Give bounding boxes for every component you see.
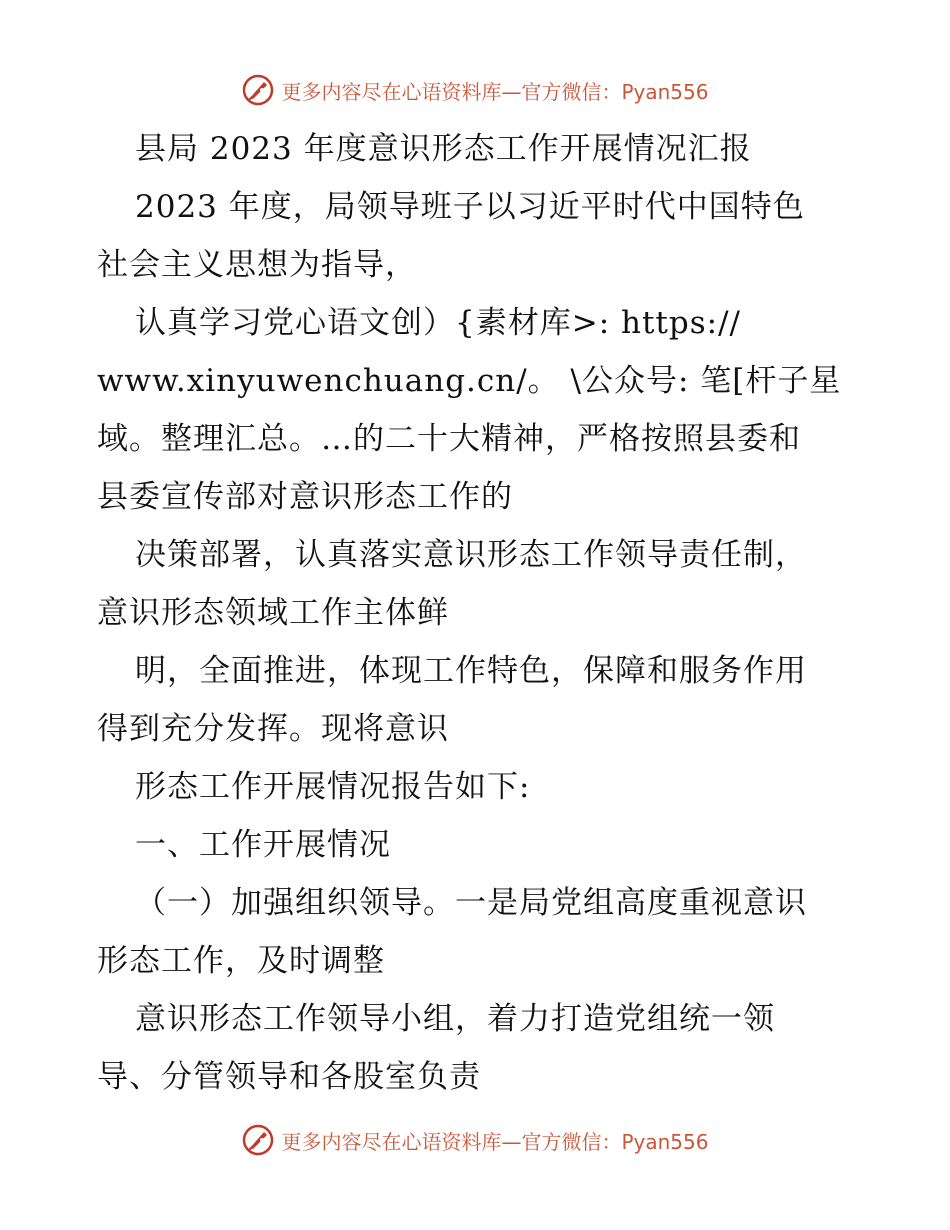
- paragraph-line: 明，全面推进，体现工作特色，保障和服务作用: [135, 653, 807, 689]
- paragraph-line: 县委宣传部对意识形态工作的: [97, 479, 513, 515]
- pen-logo-icon: [241, 1123, 275, 1157]
- paragraph-line: 2023 年度，局领导班子以习近平时代中国特色: [135, 189, 805, 225]
- document-title: 县局 2023 年度意识形态工作开展情况汇报: [135, 131, 752, 167]
- footer-watermark-text: 更多内容尽在心语资料库—官方微信：Pyan556: [281, 1129, 709, 1154]
- subsection-heading-line: （一）加强组织领导。一是局党组高度重视意识: [135, 885, 807, 921]
- document-body: [97, 120, 867, 1106]
- paragraph-line: 域。整理汇总。…的二十大精神，严格按照县委和: [97, 421, 801, 457]
- section-heading: 一、工作开展情况: [135, 827, 391, 863]
- footer-watermark-banner: [0, 1120, 950, 1160]
- paragraph-line: www.xinyuwenchuang.cn/。 \公众号: 笔[杆子星: [97, 363, 842, 399]
- header-watermark-banner: [0, 70, 950, 110]
- paragraph-line: 认真学习党心语文创）{素材库>: https://: [135, 305, 741, 341]
- paragraph-line: 意识形态工作领导小组，着力打造党组统一领: [135, 1001, 775, 1037]
- paragraph-line: 形态工作，及时调整: [97, 943, 385, 979]
- paragraph-line: 导、分管领导和各股室负责: [97, 1059, 481, 1095]
- paragraph-line: 得到充分发挥。现将意识: [97, 711, 449, 747]
- paragraph-line: 形态工作开展情况报告如下:: [135, 769, 531, 805]
- pen-logo-icon: [241, 73, 275, 107]
- paragraph-line: 社会主义思想为指导，: [97, 247, 417, 283]
- paragraph-line: 决策部署，认真落实意识形态工作领导责任制，: [135, 537, 807, 573]
- paragraph-line: 意识形态领域工作主体鲜: [97, 595, 449, 631]
- header-watermark-text: 更多内容尽在心语资料库—官方微信：Pyan556: [281, 79, 709, 104]
